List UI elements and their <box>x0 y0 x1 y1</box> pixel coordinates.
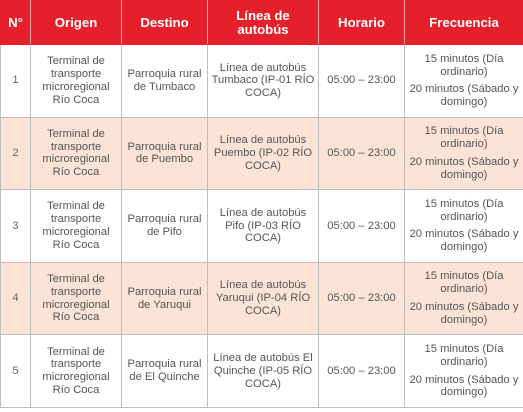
freq-fin-semana: 20 minutos (Sábado y domingo) <box>409 83 519 109</box>
cell-origen: Terminal de transporte microregional Río Coca <box>31 190 122 263</box>
cell-num: 5 <box>1 335 31 408</box>
table-row <box>1 117 523 190</box>
cell-horario: 05:00 – 23:00 <box>319 45 405 118</box>
cell-origen: Terminal de transporte microregional Río Coca <box>31 45 122 118</box>
freq-ordinario: 15 minutos (Día ordinario) <box>424 125 504 151</box>
header-destino: Destino <box>122 1 208 45</box>
freq-ordinario: 15 minutos (Día ordinario) <box>424 197 504 223</box>
header-origen: Origen <box>31 1 122 45</box>
cell-destino: Parroquia rural de Puembo <box>122 117 208 190</box>
cell-linea: Línea de autobús Tumbaco (IP-01 RÍO COCA) <box>208 45 319 118</box>
cell-linea: Línea de autobús Yaruqui (IP-04 RÍO COCA) <box>208 262 319 335</box>
cell-num: 2 <box>1 117 31 190</box>
table-row <box>1 262 523 335</box>
freq-ordinario: 15 minutos (Día ordinario) <box>424 270 504 296</box>
freq-ordinario: 15 minutos (Día ordinario) <box>424 343 504 368</box>
cell-destino: Parroquia rural de Pifo <box>122 190 208 263</box>
table-row <box>1 335 523 408</box>
cell-num: 4 <box>1 262 31 335</box>
cell-linea: Línea de autobús Puembo (IP-02 RÍO COCA) <box>208 117 319 190</box>
cell-num: 3 <box>1 190 31 263</box>
header-linea: Línea de autobús <box>208 1 319 45</box>
cell-horario: 05:00 – 23:00 <box>319 335 405 408</box>
header-frecuencia: Frecuencia <box>405 1 523 45</box>
cell-frecuencia <box>405 117 523 190</box>
cell-origen: Terminal de transporte microregional Río Coca <box>31 262 122 335</box>
header-row <box>1 1 523 45</box>
cell-destino: Parroquia rural de El Quinche <box>122 335 208 408</box>
cell-horario: 05:00 – 23:00 <box>319 262 405 335</box>
freq-fin-semana: 20 minutos (Sábado y domingo) <box>409 228 519 254</box>
cell-linea: Línea de autobús El Quinche (IP-05 RÍO COCA) <box>208 335 319 408</box>
cell-horario: 05:00 – 23:00 <box>319 117 405 190</box>
table-row <box>1 45 523 118</box>
cell-num: 1 <box>1 45 31 118</box>
freq-ordinario: 15 minutos (Día ordinario) <box>424 52 504 78</box>
cell-destino: Parroquia rural de Tumbaco <box>122 45 208 118</box>
cell-frecuencia <box>405 45 523 118</box>
cell-frecuencia <box>405 190 523 263</box>
freq-fin-semana: 20 minutos (Sábado y domingo) <box>409 155 519 181</box>
header-num: N° <box>1 1 31 45</box>
cell-frecuencia <box>405 335 523 408</box>
table-header <box>1 1 523 45</box>
cell-horario: 05:00 – 23:00 <box>319 190 405 263</box>
cell-destino: Parroquia rural de Yaruqui <box>122 262 208 335</box>
cell-linea: Línea de autobús Pifo (IP-03 RÍO COCA) <box>208 190 319 263</box>
freq-fin-semana: 20 minutos (Sábado y domingo) <box>409 373 519 399</box>
cell-origen: Terminal de transporte microregional Río Coca <box>31 117 122 190</box>
table-body <box>1 45 523 408</box>
cell-origen: Terminal de transporte microregional Río Coca <box>31 335 122 408</box>
header-horario: Horario <box>319 1 405 45</box>
table-row <box>1 190 523 263</box>
freq-fin-semana: 20 minutos (Sábado y domingo) <box>409 301 519 326</box>
cell-frecuencia <box>405 262 523 335</box>
